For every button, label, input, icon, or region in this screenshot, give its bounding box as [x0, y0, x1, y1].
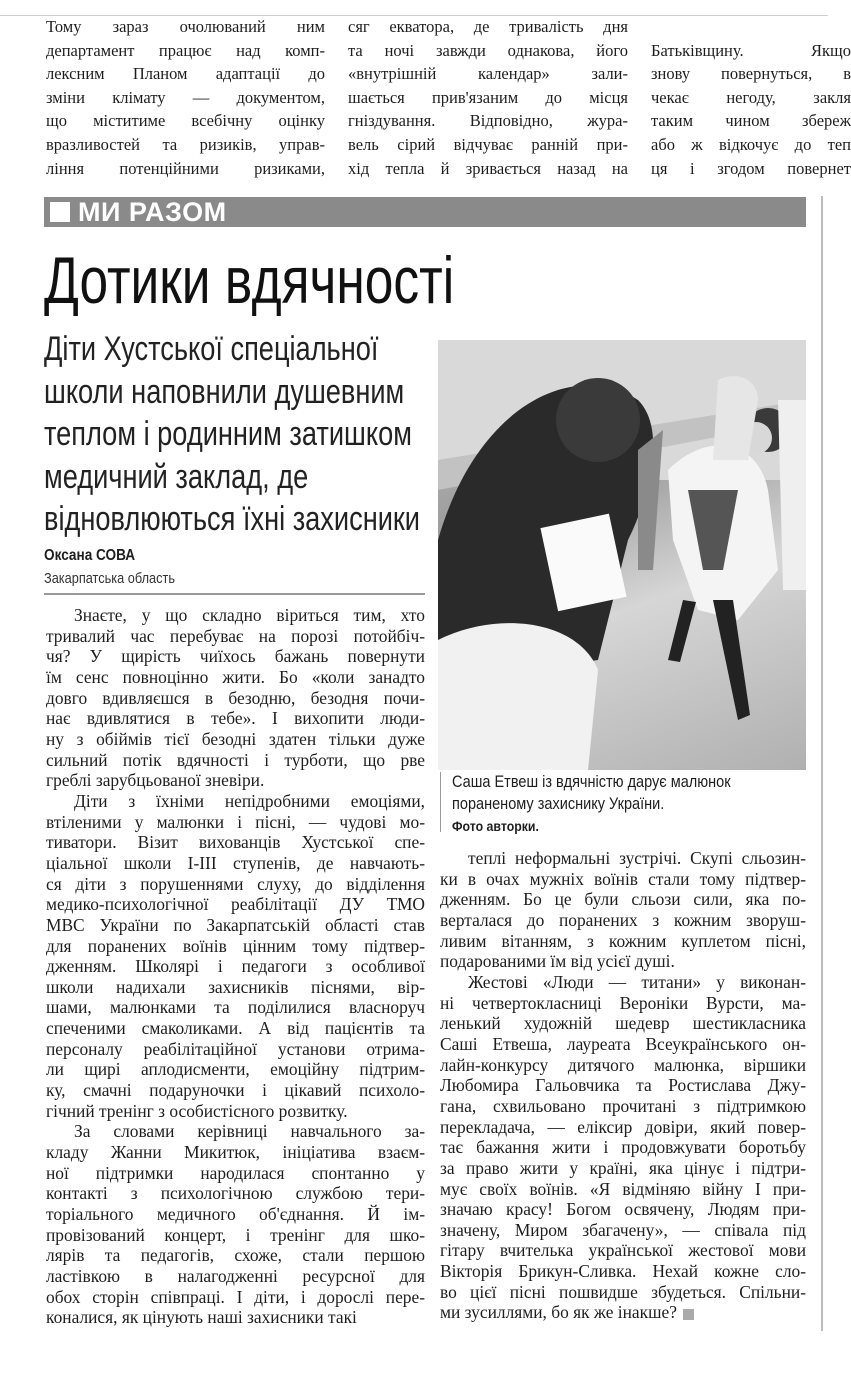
text-line: ління потенційними ризиками, — [46, 158, 325, 178]
byline-divider — [44, 593, 425, 595]
text-line: гітару вчителька української жестової мови — [440, 1240, 806, 1261]
section-label: МИ РАЗОМ — [78, 196, 227, 227]
author-name: Оксана СОВА — [44, 547, 136, 564]
text-line: перекладача, — еліксир довіри, який повер- — [440, 1116, 806, 1137]
text-line: чекає негоду, закля — [651, 87, 851, 107]
text-line: Діти з їхніми непідробними емоціями, — [74, 790, 425, 811]
text-line: ли щирі аплодисменти, емоційну підтрим- — [46, 1059, 425, 1080]
text-line: во цієї пісні пошвидше збудеться. Спільни- — [440, 1281, 806, 1302]
article-subtitle — [44, 328, 420, 541]
text-line: теплі неформальні зустрічі. Скупі сльозин- — [468, 848, 806, 868]
article-photo — [438, 340, 806, 770]
text-line: Саші Етвеша, лауреата Всеукраїнського он- — [440, 1033, 806, 1054]
subtitle-line: відновлюються їхні захисники — [44, 500, 421, 538]
text-line: та ночі завжди однакова, його — [348, 40, 628, 60]
text-line: вель сірий відчуває ранній при- — [348, 134, 628, 154]
text-line: лексним Планом адаптації до — [46, 64, 325, 84]
text-line: департамент працює над комп- — [46, 40, 325, 60]
photo-illustration — [438, 340, 806, 770]
text-line: Тому зараз очолюваний ним — [46, 17, 325, 36]
text-line: Любомира Гальовчика та Ростислава Джу- — [440, 1075, 806, 1096]
caption-line: пораненому захиснику України. — [452, 795, 665, 813]
text-line: значаю красу! Богом освячену, Людям при- — [440, 1199, 806, 1220]
text-line: провізований концерт, і тренінг для шко- — [46, 1224, 425, 1245]
text-line: ку, смачні подаруночки і цікавий психоло- — [46, 1080, 425, 1101]
text-line: верталася до поранених з кожним зворуш- — [440, 909, 806, 930]
text-line: шається прив'язаним до місця — [348, 87, 628, 107]
square-marker-icon — [50, 202, 70, 222]
end-of-article-icon — [683, 1309, 694, 1320]
photo-caption — [452, 771, 731, 837]
text-line: ціальної школи І-ІІІ ступенів, де навчають- — [46, 852, 425, 873]
text-line: сильний потік вдячності і турботи, що рве — [46, 749, 425, 770]
subtitle-line: Діти Хустської спеціальної — [44, 330, 379, 368]
text-line: що міститиме всебічну оцінку — [46, 111, 325, 131]
text-line: хід тепла й зривається назад на — [348, 158, 628, 178]
text-line: за право жити у країні, яка цінує і підтри- — [440, 1157, 806, 1178]
section-rubric-bar — [44, 197, 806, 227]
text-line: ластівкою в налагодженні ресурсної для — [46, 1266, 425, 1286]
text-line: ні четвертокласниці Вероніки Вурсти, ма- — [440, 992, 806, 1013]
text-line: ну з обіймів тієї безодні здатен тільки дуже — [46, 728, 425, 749]
subtitle-line: теплом і родинним затишком — [44, 415, 412, 453]
column-divider — [821, 196, 823, 1331]
text-line: чя? У щирість чиїхось бажань повернути — [46, 646, 425, 667]
text-line: сяг екватора, де тривалість дня — [348, 17, 628, 36]
text-line: для поранених воїнів цінним тому підтвер- — [46, 935, 425, 956]
text-line: обох сторін співпраці. І діти, і дорослі пере- — [46, 1286, 425, 1307]
text-line: дженням. Школярі і педагоги з особливої — [46, 956, 425, 977]
article-body-right-column — [440, 848, 806, 1323]
text-line: ленький художній шедевр шестикласника — [440, 1013, 806, 1034]
text-line: їм сенс повноцінно жити. Бо «коли занадто — [46, 666, 425, 687]
text-line: нає вдивлятися в тебе». І вихопити люди- — [46, 708, 425, 729]
article-body-left-column — [46, 605, 425, 1328]
text-line: Батьківщину. Якщо — [651, 40, 851, 60]
text-line: контакті з психологічною службою тери- — [46, 1183, 425, 1204]
text-line: школи надихали захисників піснями, вір- — [46, 976, 425, 997]
text-line: МВС України по Закарпатській області став — [46, 914, 425, 935]
article-headline: Дотики вдячності — [44, 243, 455, 317]
text-line: ної підтримки народилася спонтанно у — [46, 1162, 425, 1183]
previous-article-column-2 — [348, 15, 628, 180]
subtitle-line: медичний заклад, де — [44, 457, 309, 496]
previous-article-column-1 — [46, 15, 325, 180]
text-line: ки в очах мужніх воїнів стали тому підтвер- — [440, 868, 806, 889]
text-line: мує своїх воїнів. «Я відміняю війну І при- — [440, 1178, 806, 1199]
text-line: За словами керівниці навчального за- — [74, 1121, 425, 1142]
text-line: греблі зарубцьованої зневіри. — [46, 770, 265, 791]
text-line: Знаєте, у що складно віриться тим, хто — [74, 605, 425, 625]
caption-divider — [440, 772, 441, 832]
caption-line: Саша Етвеш із вдячністю дарує малюнок — [452, 773, 731, 791]
text-line: тиватори. Візит вихованців Хустської спе- — [46, 832, 425, 853]
text-line: ми зусиллями, бо як же інакше? — [440, 1302, 806, 1323]
text-line: тривалий час перебуває на порозі потойбіч- — [46, 625, 425, 646]
text-line: Вікторія Брикун-Сливка. Нехай кожне сло- — [440, 1261, 806, 1282]
text-line: або ж відкочує до теп — [651, 134, 851, 154]
text-line: втіленими у малюнки і пісні, — чудові мо- — [46, 811, 425, 832]
author-region: Закарпатська область — [44, 570, 175, 587]
text-line: вразливостей та ризиків, управ- — [46, 134, 325, 154]
text-line: знову повернуться, в — [651, 64, 851, 84]
text-line: «внутрішній календар» зали- — [348, 64, 628, 84]
photo-credit: Фото авторки. — [452, 818, 539, 834]
text-line: зміни клімату — документом, — [46, 87, 325, 107]
text-line: ливим вітанням, з кожним куплетом пісні, — [440, 930, 806, 951]
text-line: ця і згодом повернет — [651, 158, 851, 178]
text-line: ся діти з порушеннями слуху, до відділення — [46, 873, 425, 894]
subtitle-line: школи наповнили душевним — [44, 372, 405, 411]
text-line: таким чином збереж — [651, 111, 851, 131]
text-line: кладу Жанни Микитюк, ініціатива взаєм- — [46, 1142, 425, 1163]
text-line: торіального медичного об'єднання. Й ім- — [46, 1204, 425, 1225]
text-line: тає бажання жити і продовжувати боротьбу — [440, 1137, 806, 1158]
text-line: гана, схвильовано прочитані з підтримкою — [440, 1095, 806, 1116]
text-line: дженням. Бо це були сльози сили, яка по- — [440, 889, 806, 910]
text-line: медико-психологічної реабілітації ДУ ТМО — [46, 894, 425, 915]
text-line: довго вдивляєшся в безодню, безодня почи- — [46, 687, 425, 708]
text-line: спеченими смаколиками. А від пацієнтів та — [46, 1018, 425, 1039]
text-line: лярів та педагогів, схоже, стали першою — [46, 1245, 425, 1266]
text-line: лайн-конкурсу дитячого малюнка, віршики — [440, 1054, 806, 1075]
text-line: гічний тренінг з особистісного розвитку. — [46, 1100, 348, 1121]
previous-article-column-3 — [651, 39, 851, 181]
text-line: коналися, як цінують наші захисники такі — [46, 1307, 357, 1328]
text-line: персоналу реабілітаційної установи отрима- — [46, 1038, 425, 1059]
text-line: Жестові «Люди — титани» у виконан- — [468, 971, 806, 992]
text-line: подарованими їм від усієї душі. — [440, 951, 675, 972]
text-line: значену, Миром збагачену», — співала під — [440, 1219, 806, 1240]
text-line: гніздування. Відповідно, жура- — [348, 111, 628, 131]
text-line: шами, малюнками та поділилися власноруч — [46, 997, 425, 1018]
